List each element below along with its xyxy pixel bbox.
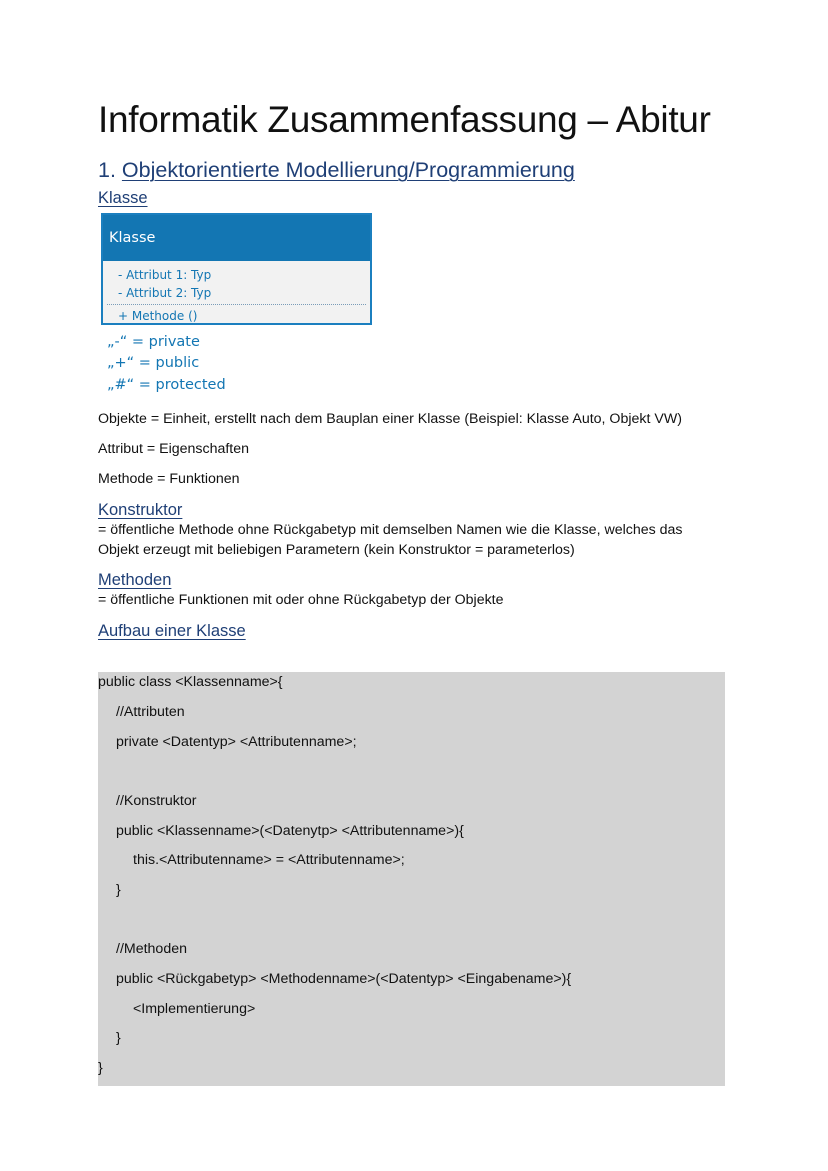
code-line: //Konstruktor [116, 793, 197, 809]
code-block [98, 672, 725, 1086]
uml-class-diagram [101, 213, 372, 325]
section-heading [98, 156, 575, 184]
code-line: <Implementierung> [133, 1001, 256, 1017]
definition-objekte: Objekte = Einheit, erstellt nach dem Bauplan einer Klasse (Beispiel: Klasse Auto, Objekt VW) [98, 411, 682, 427]
uml-method: + Methode () [118, 309, 198, 323]
code-line: public <Klassenname>(<Datenytp> <Attributenname>){ [116, 823, 464, 839]
code-line: private <Datentyp> <Attributenname>; [116, 734, 357, 750]
uml-attribute: - Attribut 2: Typ [118, 286, 212, 300]
methoden-heading[interactable]: Methoden [98, 571, 172, 589]
code-line: } [116, 1030, 121, 1046]
code-line: this.<Attributenname> = <Attributenname>; [133, 852, 405, 868]
legend-public: „+“ = public [107, 355, 200, 371]
code-line: public <Rückgabetyp> <Methodenname>(<Datentyp> <Eingabename>){ [116, 971, 572, 987]
section-number: 1. [98, 158, 116, 182]
konstruktor-text-line-2: Objekt erzeugt mit beliebigen Parametern (kein Konstruktor = parameterlos) [98, 542, 575, 558]
definition-methode: Methode = Funktionen [98, 471, 240, 487]
uml-class-name: Klasse [103, 215, 370, 261]
definition-attribut: Attribut = Eigenschaften [98, 441, 250, 457]
legend-protected: „#“ = protected [107, 377, 226, 393]
legend-private: „-“ = private [107, 334, 200, 350]
page-title: Informatik Zusammenfassung – Abitur [98, 99, 711, 140]
section-link[interactable]: Objektorientierte Modellierung/Programmierung [121, 158, 575, 182]
code-line: //Attributen [116, 704, 185, 720]
konstruktor-text-line-1: = öffentliche Methode ohne Rückgabetyp mit demselben Namen wie die Klasse, welches das [98, 522, 683, 538]
code-line: public class <Klassenname>{ [98, 674, 283, 690]
code-line: } [98, 1060, 103, 1076]
aufbau-heading[interactable]: Aufbau einer Klasse [98, 622, 246, 640]
code-line: } [116, 882, 121, 898]
uml-attributes [103, 261, 370, 302]
uml-attribute: - Attribut 1: Typ [118, 268, 212, 282]
methoden-text: = öffentliche Funktionen mit oder ohne Rückgabetyp der Objekte [98, 592, 504, 608]
uml-methods [103, 305, 370, 325]
code-line: //Methoden [116, 941, 187, 957]
klasse-heading[interactable]: Klasse [98, 189, 148, 207]
konstruktor-heading[interactable]: Konstruktor [98, 501, 183, 519]
